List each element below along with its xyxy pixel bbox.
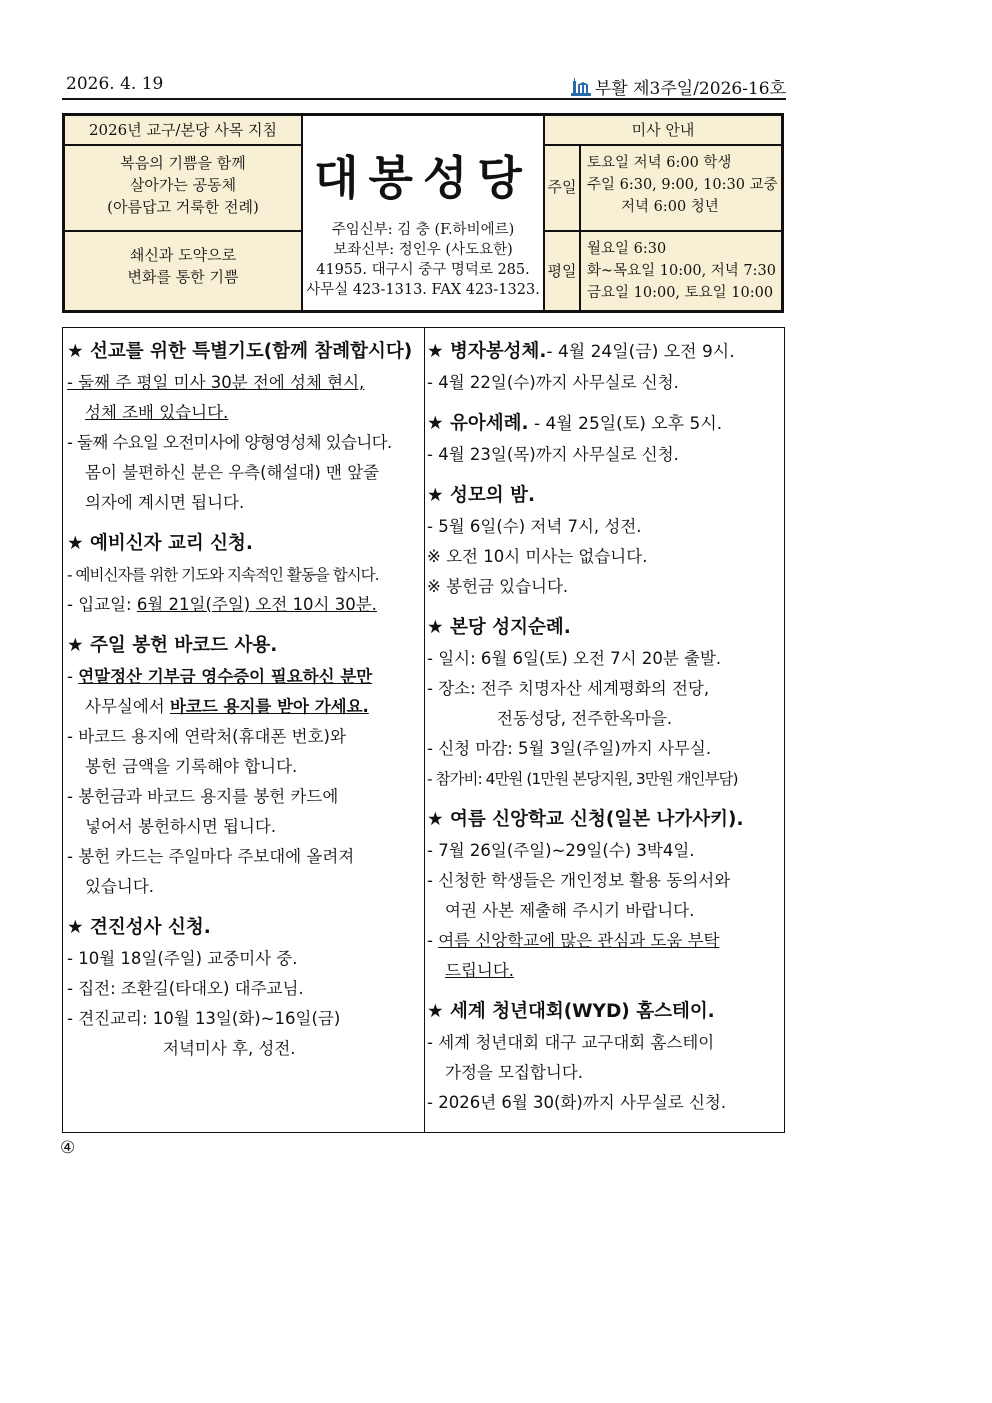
mass-time-line: 화~목요일 10:00, 저녁 7:30 [587,263,776,279]
section-title [427,336,783,368]
mass-time-line: 주일 6:30, 9:00, 10:30 교중 [587,177,778,193]
top-line [62,72,786,100]
notice-line: - 신청 마감: 5월 3일(주일)까지 사무실. [427,739,712,758]
section-title: ★ 견진성사 신청. [67,917,211,938]
notice-line: 가정을 모집합니다. [445,1063,584,1082]
section-mission-prayer [67,336,421,518]
line-prefix: 사무실에서 [85,697,170,716]
guideline-line: 복음의 기쁨을 함께 [120,154,246,172]
notice-line: - 예비신자를 위한 기도와 지속적인 활동을 합시다. [67,566,379,584]
notice-line: 의자에 계시면 됩니다. [85,493,245,512]
notice-line: 몸이 불편하신 분은 우측(해설대) 맨 앞줄 [85,463,380,482]
notice-line: - 장소: 전주 치명자산 세계평화의 전당, [427,679,710,698]
column-divider [424,328,425,1132]
notice-line: ※ 봉헌금 있습니다. [427,577,569,596]
section-title: ★ 본당 성지순례. [427,617,571,638]
notice-line: - 4월 22일(수)까지 사무실로 신청. [427,373,679,392]
notice-line: - 집전: 조환길(타대오) 대주교님. [67,979,304,998]
mass-time-line: 저녁 6:00 청년 [621,199,719,215]
notice-line: 드립니다. [445,961,515,980]
notice-line: - 봉헌 카드는 주일마다 주보대에 올려져 [67,847,355,866]
guideline-line: 변화를 통한 기쁨 [127,268,239,286]
church-icon [569,77,593,97]
right-column [427,336,783,1128]
notice-line: - 둘째 주 평일 미사 30분 전에 성체 현시, [67,373,365,392]
notice-line: - 둘째 수요일 오전미사에 양형영성체 있습니다. [67,433,392,452]
notice-line: - 신청한 학생들은 개인정보 활용 동의서와 [427,871,731,890]
title-rest: - 4월 24일(금) 오전 9시. [546,342,735,362]
section-confirmation [67,912,421,1064]
pastoral-guideline-a [64,145,302,231]
notice-line [427,926,783,956]
section-marian-night [427,480,783,602]
notice-line: 여권 사본 제출해 주시기 바랍니다. [445,901,695,920]
notice-line [67,590,421,620]
guideline-line: 쇄신과 도약으로 [129,246,237,264]
address-line: 41955. 대구시 중구 명덕로 285. [316,262,530,278]
church-name: 대봉성당 [314,151,532,205]
page-number: ④ [60,1138,76,1158]
section-sick-communion [427,336,783,398]
mass-time-line: 월요일 6:30 [587,241,667,257]
line-prefix: - 입교일: [67,595,137,614]
guideline-line: (아름답고 거룩한 전례) [107,198,259,216]
header-table [62,113,784,313]
notice-line: - 5월 6일(수) 저녁 7시, 성전. [427,517,642,536]
notice-line: - 세계 청년대회 대구 교구대회 홈스테이 [427,1033,715,1052]
title-rest: - 4월 25일(토) 오후 5시. [528,414,723,434]
notice-line: 전동성당, 전주한옥마을. [497,709,673,728]
weekday-mass-times [580,231,782,311]
underlined-text: 여름 신앙학교에 많은 관심과 도움 부탁 [438,931,720,950]
notice-line: 봉헌 금액을 기록해야 합니다. [85,757,298,776]
section-title: ★ 선교를 위한 특별기도(함께 참례합시다) [67,341,413,362]
sunday-mass-times [580,145,782,231]
section-summer-school [427,804,783,986]
title-main: ★ 병자봉성체. [427,341,547,362]
section-catechumen [67,528,421,620]
section-title [427,408,783,440]
notice-line: - 일시: 6월 6일(토) 오전 7시 20분 출발. [427,649,722,668]
section-pilgrimage [427,612,783,794]
section-title: ★ 주일 봉헌 바코드 사용. [67,635,278,656]
section-infant-baptism [427,408,783,470]
notice-line: ※ 오전 10시 미사는 없습니다. [427,547,648,566]
church-title-cell [302,115,544,311]
underlined-text: 6월 21일(주일) 오전 10시 30분. [136,595,377,614]
section-title: ★ 성모의 밤. [427,485,535,506]
title-main: ★ 유아세례. [427,413,529,434]
pastoral-guideline-b [64,231,302,311]
underlined-text: 바코드 용지를 받아 가세요. [169,697,369,716]
sunday-label: 주일 [544,145,580,231]
notice-line: 넣어서 봉헌하시면 됩니다. [85,817,277,836]
mass-info-title: 미사 안내 [544,115,782,145]
issue-text: 부활 제3주일/2026-16호 [594,79,786,99]
section-barcode [67,630,421,902]
section-title: ★ 예비신자 교리 신청. [67,533,253,554]
notice-line: 저녁미사 후, 성전. [163,1039,296,1058]
notice-line: - 7월 26일(주일)~29일(수) 3박4일. [427,841,695,860]
mass-time-line: 토요일 저녁 6:00 학생 [587,155,732,171]
notice-line: - 참가비: 4만원 (1만원 본당지원, 3만원 개인부담) [427,770,738,788]
bulletin-date: 2026. 4. 19 [66,74,164,94]
notice-line [67,662,421,692]
priest-info [303,220,543,300]
guideline-line: 살아가는 공동체 [129,176,237,194]
notice-line: - 10월 18일(주일) 교중미사 중. [67,949,298,968]
notice-line: - 4월 23일(목)까지 사무실로 신청. [427,445,679,464]
notice-line [67,692,421,722]
pastoral-guideline-title: 2026년 교구/본당 사목 지침 [64,115,302,145]
section-wyd-homestay [427,996,783,1118]
section-title: ★ 여름 신앙학교 신청(일본 나가사키). [427,809,744,830]
notice-line: - 2026년 6월 30(화)까지 사무실로 신청. [427,1093,727,1112]
notice-board [62,327,785,1133]
notice-line: 있습니다. [85,877,155,896]
underlined-text: 연말정산 기부금 영수증이 필요하신 분만 [78,667,373,686]
notice-line: 성체 조배 있습니다. [85,403,229,422]
priest-line: 보좌신부: 정인우 (사도요한) [333,242,513,258]
issue-info [569,74,786,99]
notice-line: - 바코드 용지에 연락처(휴대폰 번호)와 [67,727,346,746]
weekday-label: 평일 [544,231,580,311]
notice-line: - 봉헌금과 바코드 용지를 봉헌 카드에 [67,787,339,806]
notice-line: - 견진교리: 10월 13일(화)~16일(금) [67,1009,341,1028]
section-title: ★ 세계 청년대회(WYD) 홈스테이. [427,1001,715,1022]
mass-time-line: 금요일 10:00, 토요일 10:00 [587,285,774,301]
line-prefix: - [67,667,79,686]
left-column [67,336,421,1074]
line-prefix: - [427,931,439,950]
priest-line: 주임신부: 김 충 (F.하비에르) [331,222,515,238]
phone-line: 사무실 423-1313. FAX 423-1323. [306,282,540,298]
